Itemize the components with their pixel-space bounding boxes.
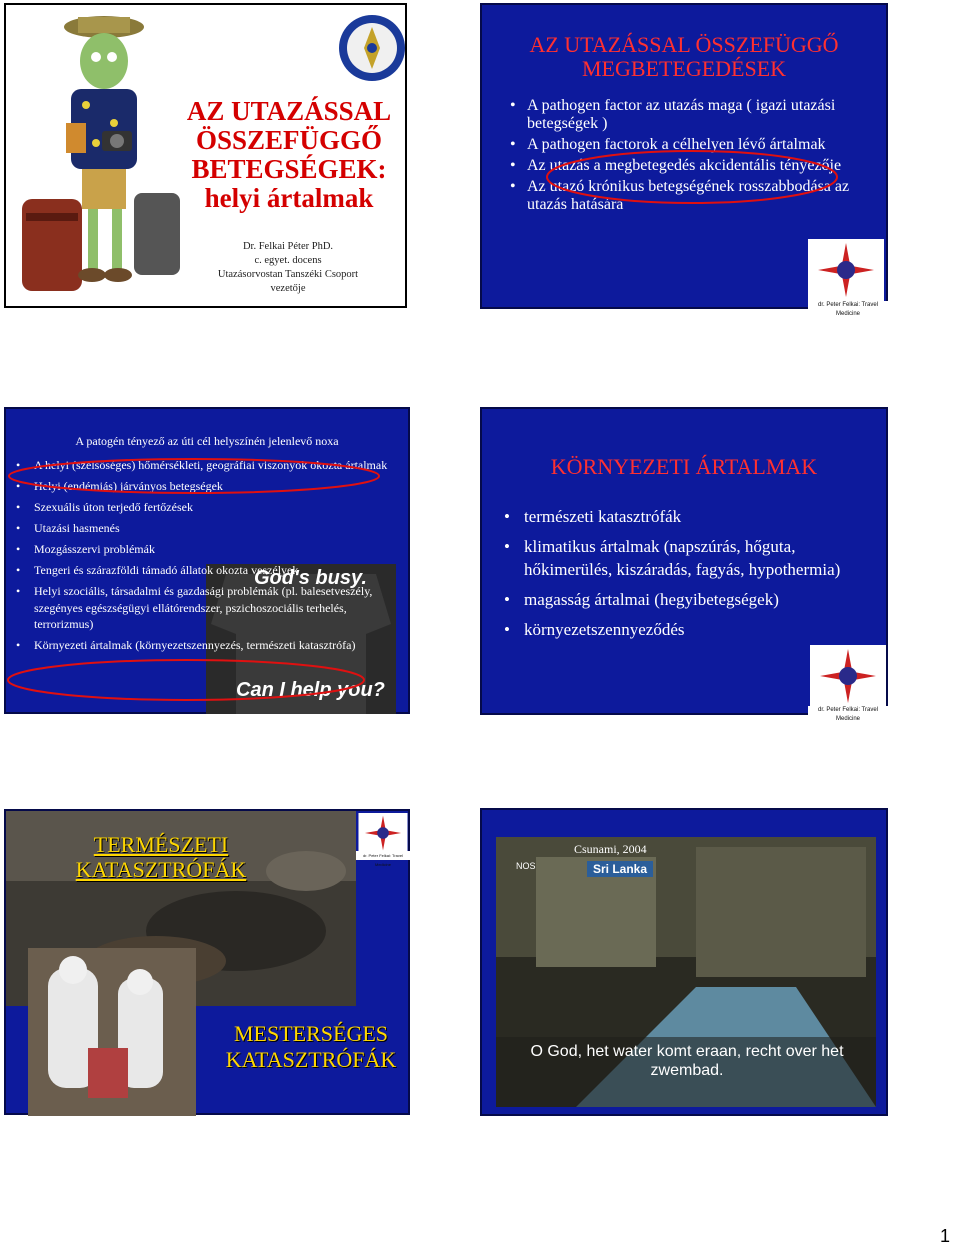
list-item: • környezetszennyeződés [504, 618, 854, 641]
university-emblem [336, 11, 408, 85]
compass-logo [808, 239, 884, 301]
author-department: Utazásorvostan Tanszéki Csoport [217, 269, 359, 280]
list-item: • A pathogen factorok a célhelyen lévő ártalmak [510, 136, 860, 154]
highlight-ovals [6, 409, 412, 716]
list-item: • Mozgásszervi problémák [16, 541, 396, 558]
author-info [206, 240, 370, 296]
compass-logo [810, 645, 886, 707]
list-item: • klimatikus ártalmak (napszúrás, hőguta, hőkimerülés, kiszáradás, fagyás, hypothermia) [504, 535, 854, 581]
slide-6 [480, 808, 888, 1116]
list-item: • Tengeri és szárazföldi támadó állatok okozta veszélyek [16, 562, 396, 579]
tourist-illustration [16, 13, 186, 303]
slide-1 [4, 3, 407, 308]
list-item: • Helyi (endémiás) járványos betegségek [16, 478, 396, 495]
shirt-text-top: God's busy. [254, 567, 367, 589]
credit-line: dr. Peter Felkai: Travel Medicine [808, 301, 888, 310]
author-role: vezetője [270, 283, 306, 294]
slide-5 [4, 809, 410, 1115]
slide-3 [4, 407, 410, 714]
list-item: • magasság ártalmai (hegyibetegségek) [504, 588, 854, 611]
natural-disasters-title: TERMÉSZETI KATASZTRÓFÁK [75, 832, 247, 882]
list-item: • A pathogen factor az utazás maga ( igazi utazási betegségek ) [510, 97, 860, 133]
list-item: • Helyi szociális, társadalmi és gazdasági problémák (pl. balesetveszély, szegényes egészségügyi ellátórendszer, pszichoszociális terhelés, terrorizmus) [16, 583, 396, 633]
slide-4-list [504, 505, 854, 648]
page-number: 1 [940, 1226, 951, 1246]
list-item: • Szexuális úton terjedő fertőzések [16, 499, 396, 516]
slide-3-title: A patogén tényező az úti cél helyszínén jelenlevő noxa [75, 434, 339, 448]
list-item: • természeti katasztrófák [504, 505, 854, 528]
compass-logo [356, 813, 410, 853]
slide-1-title: AZ UTAZÁSSAL ÖSSZEFÜGGŐ BETEGSÉGEK: helyi ártalmak [186, 96, 392, 213]
slide-4 [480, 407, 888, 722]
shirt-text-bottom: Can I help you? [236, 679, 385, 701]
tsunami-caption: Csunami, 2004 [574, 842, 647, 856]
author-name: Dr. Felkai Péter PhD. [242, 241, 334, 252]
man-made-disasters-title: MESTERSÉGES KATASZTRÓFÁK [225, 1021, 397, 1072]
list-item: • A helyi (szélsőséges) hőmérsékleti, geográfiai viszonyok okozta ártalmak [16, 457, 396, 474]
author-rank: c. egyet. docens [254, 255, 322, 266]
list-item: • Az utazó krónikus betegségének rosszabbodása az utazás hatására [510, 178, 860, 214]
list-item: • Utazási hasmenés [16, 520, 396, 537]
list-item: • Az utazás a megbetegedés akcidentális tényezője [510, 157, 860, 175]
list-item: • Környezeti ártalmak (környezetszennyezés, természeti katasztrófa) [16, 637, 396, 654]
slide-2-title: AZ UTAZÁSSAL ÖSSZEFÜGGŐ MEGBETEGEDÉSEK [529, 32, 839, 81]
credit-line: dr. Peter Felkai: Travel Medicine [356, 851, 410, 860]
slide-2 [480, 3, 888, 317]
channel-logo: NOS [516, 861, 536, 871]
location-badge: Sri Lanka [587, 861, 653, 877]
rescue-photo [28, 948, 196, 1116]
credit-line: dr. Peter Felkai: Travel Medicine [808, 706, 888, 715]
video-subtitle: O God, het water komt eraan, recht over het zwembad. [530, 1043, 844, 1079]
slide-4-title: KÖRNYEZETI ÁRTALMAK [550, 454, 818, 479]
